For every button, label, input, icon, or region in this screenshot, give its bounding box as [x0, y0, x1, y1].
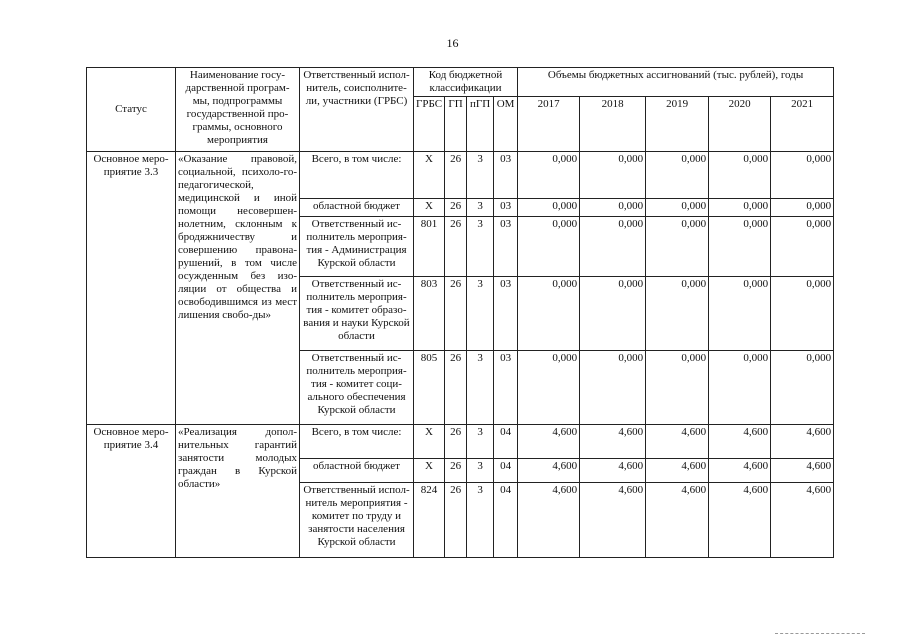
responsible-cell: Ответственный ис-полнитель мероприя-тия - комитет образо-вания и науки Курской области [300, 277, 414, 351]
value-cell: 0,000 [709, 351, 771, 425]
om-cell: 03 [494, 217, 518, 277]
value-cell: 4,600 [709, 425, 771, 459]
value-cell: 0,000 [709, 199, 771, 217]
om-cell: 04 [494, 483, 518, 558]
value-cell: 0,000 [646, 217, 709, 277]
header-volumes: Объемы бюджетных ассигнований (тыс. рублей), годы [518, 68, 834, 97]
value-cell: 0,000 [771, 217, 834, 277]
value-cell: 4,600 [646, 459, 709, 483]
value-cell: 0,000 [709, 217, 771, 277]
header-year: 2018 [580, 97, 646, 152]
pgp-cell: 3 [467, 217, 494, 277]
responsible-cell: Всего, в том числе: [300, 425, 414, 459]
page-number: 16 [446, 36, 459, 50]
responsible-cell: Ответственный ис-полнитель мероприя-тия - комитет соци-ального обеспечения Курской области [300, 351, 414, 425]
om-cell: 03 [494, 152, 518, 199]
value-cell: 0,000 [646, 277, 709, 351]
grbs-cell: 803 [414, 277, 445, 351]
value-cell: 0,000 [709, 277, 771, 351]
header-budget-code: Код бюджетной классификации [414, 68, 518, 97]
responsible-cell: Ответственный ис-полнитель мероприя-тия - Администрация Курской области [300, 217, 414, 277]
value-cell: 4,600 [646, 425, 709, 459]
grbs-cell: X [414, 199, 445, 217]
pgp-cell: 3 [467, 459, 494, 483]
grbs-cell: X [414, 152, 445, 199]
value-cell: 0,000 [518, 217, 580, 277]
event-name-cell: «Реализация допол-нительных гарантий занятости молодых граждан в Курской области» [176, 425, 300, 558]
pgp-cell: 3 [467, 483, 494, 558]
value-cell: 0,000 [518, 351, 580, 425]
value-cell: 4,600 [518, 459, 580, 483]
gp-cell: 26 [445, 199, 467, 217]
value-cell: 0,000 [580, 199, 646, 217]
grbs-cell: 824 [414, 483, 445, 558]
table-row [87, 425, 834, 459]
value-cell: 4,600 [580, 425, 646, 459]
value-cell: 0,000 [646, 351, 709, 425]
header-year: 2019 [646, 97, 709, 152]
status-cell: Основное меро-приятие 3.3 [87, 152, 176, 425]
pgp-cell: 3 [467, 199, 494, 217]
gp-cell: 26 [445, 152, 467, 199]
om-cell: 03 [494, 199, 518, 217]
table-row [87, 152, 834, 199]
value-cell: 4,600 [771, 425, 834, 459]
responsible-cell: Ответственный испол-нитель мероприятия - комитет по труду и занятости населения Курской области [300, 483, 414, 558]
header-name: Наименование госу-дарственной програм-мы, подпрограммы государственной про-граммы, основного мероприятия [176, 68, 300, 152]
gp-cell: 26 [445, 459, 467, 483]
gp-cell: 26 [445, 483, 467, 558]
scan-artifact-line [775, 633, 865, 635]
value-cell: 0,000 [771, 199, 834, 217]
value-cell: 4,600 [709, 483, 771, 558]
pgp-cell: 3 [467, 425, 494, 459]
value-cell: 4,600 [646, 483, 709, 558]
header-year: 2020 [709, 97, 771, 152]
header-gp: ГП [445, 97, 467, 152]
pgp-cell: 3 [467, 152, 494, 199]
value-cell: 0,000 [580, 351, 646, 425]
grbs-cell: 805 [414, 351, 445, 425]
gp-cell: 26 [445, 425, 467, 459]
status-cell: Основное меро-приятие 3.4 [87, 425, 176, 558]
value-cell: 0,000 [580, 277, 646, 351]
grbs-cell: 801 [414, 217, 445, 277]
pgp-cell: 3 [467, 351, 494, 425]
value-cell: 4,600 [771, 459, 834, 483]
responsible-cell: областной бюджет [300, 459, 414, 483]
pgp-cell: 3 [467, 277, 494, 351]
value-cell: 0,000 [580, 217, 646, 277]
header-responsible: Ответственный испол-нитель, соисполните-ли, участники (ГРБС) [300, 68, 414, 152]
value-cell: 0,000 [771, 351, 834, 425]
value-cell: 0,000 [646, 199, 709, 217]
gp-cell: 26 [445, 277, 467, 351]
gp-cell: 26 [445, 351, 467, 425]
grbs-cell: X [414, 459, 445, 483]
gp-cell: 26 [445, 217, 467, 277]
value-cell: 4,600 [580, 459, 646, 483]
value-cell: 0,000 [580, 152, 646, 199]
om-cell: 04 [494, 425, 518, 459]
value-cell: 0,000 [709, 152, 771, 199]
header-status: Статус [87, 68, 176, 152]
value-cell: 0,000 [646, 152, 709, 199]
header-pgp: пГП [467, 97, 494, 152]
header-year: 2017 [518, 97, 580, 152]
event-name-cell: «Оказание правовой, социальной, психоло-го-педагогической, медицинской и иной помощи несовершен-нолетним, склонным к бродяжничеству и совершению правона-рушений, в том числе осужденным без изо-ляции от общества и освободившимся из мест лишения свобо-ды» [176, 152, 300, 425]
grbs-cell: X [414, 425, 445, 459]
responsible-cell: областной бюджет [300, 199, 414, 217]
header-om: ОМ [494, 97, 518, 152]
value-cell: 4,600 [518, 425, 580, 459]
responsible-cell: Всего, в том числе: [300, 152, 414, 199]
value-cell: 4,600 [518, 483, 580, 558]
value-cell: 0,000 [771, 152, 834, 199]
om-cell: 03 [494, 351, 518, 425]
value-cell: 0,000 [518, 152, 580, 199]
value-cell: 4,600 [580, 483, 646, 558]
om-cell: 03 [494, 277, 518, 351]
value-cell: 0,000 [518, 199, 580, 217]
header-grbs: ГРБС [414, 97, 445, 152]
budget-table [86, 67, 834, 558]
value-cell: 4,600 [771, 483, 834, 558]
value-cell: 0,000 [518, 277, 580, 351]
header-year: 2021 [771, 97, 834, 152]
om-cell: 04 [494, 459, 518, 483]
value-cell: 4,600 [709, 459, 771, 483]
value-cell: 0,000 [771, 277, 834, 351]
